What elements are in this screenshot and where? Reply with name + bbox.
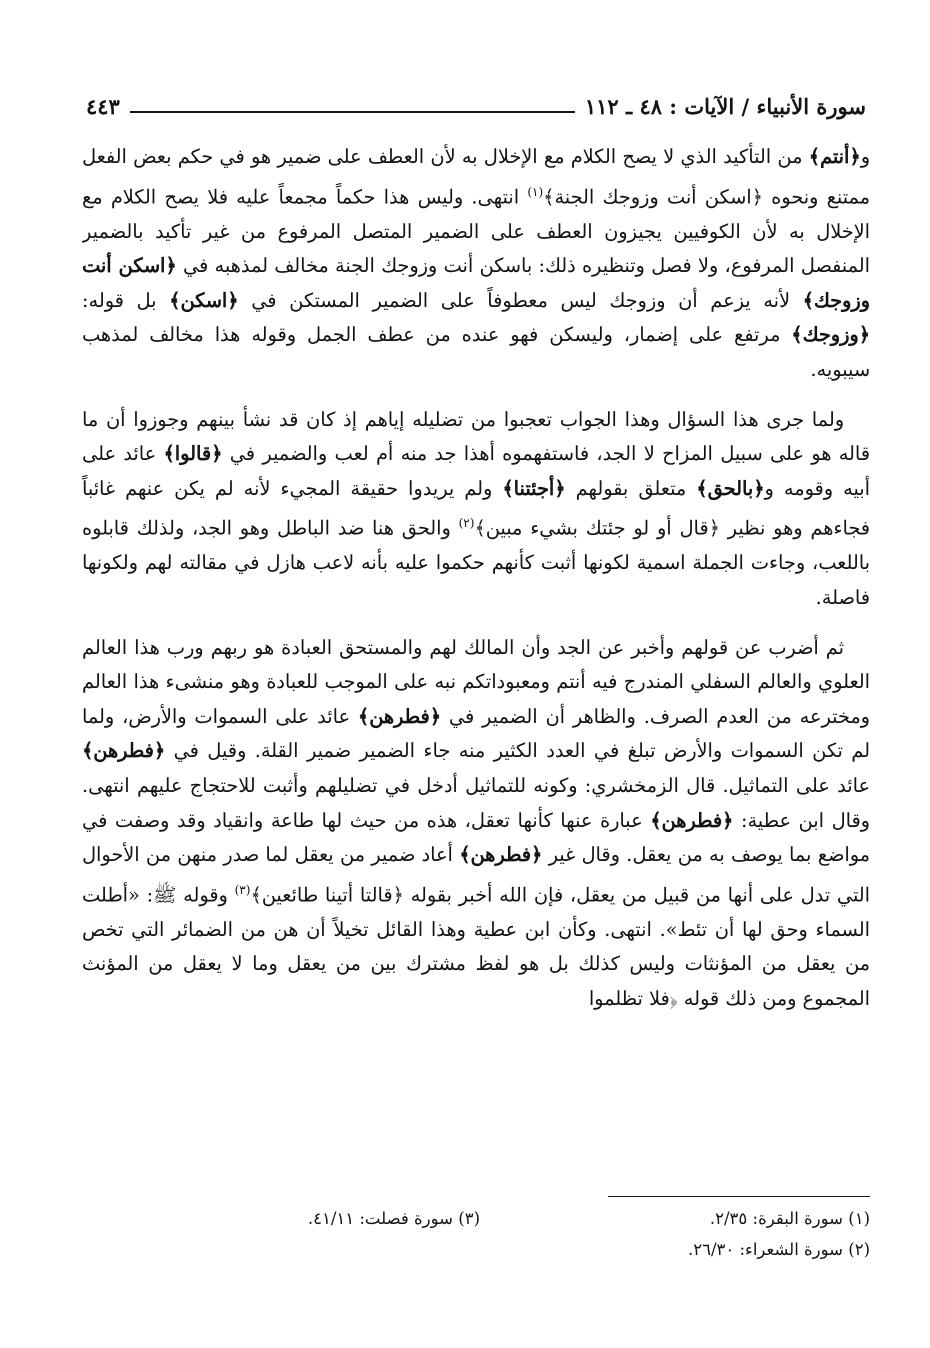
quran-quote: ﴿قالوا﴾ xyxy=(163,442,223,466)
text-run: متعلق بقولهم xyxy=(565,476,697,500)
text-run: أعاد ضمير من يعقل لما صدر منهن من الأحوال التي تدل على أنها من قبيل من يعقل، فإن الله أخبر بقوله ﴿قالتا أتينا طائعين﴾ xyxy=(82,843,870,907)
text-run: والحق هنا ضد الباطل وهو الجد، ولذلك قابلوه باللعب، وجاءت الجملة اسمية لكونها أثبت كأنهم حكموا عليه بأنه لاعب هازل في مقالته لهم ولكونها فاصلة. xyxy=(82,516,870,609)
text-run: وقوله ﷺ: «أطلت السماء وحق لها أن تئط». انتهى. وكأن ابن عطية وهذا القائل تخيلاً أن هن من الضمائر التي تخص من يعقل من المؤنثات وليس كذلك بل هو لفظ مشترك بين من يعقل وما لا يعقل من المؤنث المجموع ومن ذلك قوله ﴿فلا تظلموا xyxy=(82,883,870,1010)
page-header xyxy=(86,86,866,126)
footnote-3: (٣) سورة فصلت: ٤١/١١. xyxy=(307,1209,480,1228)
text-run: ولما جرى هذا السؤال وهذا الجواب تعجبوا من تضليله إياهم إذ كان قد نشأ بينهم وجوزوا أن ما قاله هو على سبيل المزاح لا الجد، فاستفهموه أهذا جد منه أم لعب والضمير في xyxy=(82,407,870,466)
quran-quote: ﴿فطرهن﴾ xyxy=(357,704,442,728)
footnote-row-2 xyxy=(100,1234,870,1265)
text-run: انتهى. وليس هذا حكماً مجمعاً عليه فلا يصح الكلام مع الإخلال به لأن الكوفيين يجيزون العطف على الضمير المتصل المرفوع من غير تأكيد بالضمير المنفصل المرفوع، ولا فصل وتنظيره ذلك: باسكن أنت وزوجك الجنة مخالف لمذهبه في xyxy=(82,185,870,278)
quran-quote: ﴿اسكن أنت وزوجك﴾ xyxy=(82,254,870,312)
main-text xyxy=(82,140,870,1190)
text-run: ثم أضرب عن قولهم وأخبر عن الجد وأن المالك لهم والمستحق العبادة هو ربهم ورب هذا العالم العلوي والعالم السفلي المندرج فيه أنتم ومعبوداتكم نبه على الموجب للعبادة وهو منشىء هذا العالم ومخترعه من العدم الصرف. والظاهر أن الضمير في xyxy=(82,635,870,728)
quran-quote: ﴿فطرهن﴾ xyxy=(650,808,734,832)
text-run: عبارة عنها كأنها تعقل، هذه من حيث لها طاعة وانقياد وقد وصفت في مواضع بما يوصف به من يعقل. وقال غير xyxy=(82,808,870,867)
page-number: ٤٤٣ xyxy=(86,93,120,119)
paragraph-3 xyxy=(82,631,870,1017)
text-run: عائد على التماثيل. قال الزمخشري: وكونه للتماثيل أدخل في تضليلهم وأثبت للاحتجاج عليهم انتهى. وقال ابن عطية: xyxy=(82,773,870,832)
running-title: سورة الأنبياء / الآيات : ٤٨ ـ ١١٢ xyxy=(584,93,866,119)
text-run: مرتفع على إضمار، وليسكن فهو عنده من عطف الجمل وقوله هذا مخالف لمذهب سيبويه. xyxy=(82,323,870,381)
paragraph-2 xyxy=(82,403,870,616)
footnote-1: (١) سورة البقرة: ٢/٣٥. xyxy=(709,1209,870,1228)
quran-quote: ﴿فطرهن﴾ xyxy=(459,843,543,867)
text-run: ولم يريدوا حقيقة المجيء لأنه لم يكن عنهم غائباً فجاءهم وهو نظير ﴿قال أو لو جئتك بشيء مبين﴾ xyxy=(82,476,870,540)
quran-quote: ﴿أنتم﴾ xyxy=(808,145,861,168)
quran-quote: ﴿اسكن﴾ xyxy=(169,288,239,312)
text-run: عائد على أبيه وقومه و xyxy=(82,442,870,500)
footnote-ref: (٢) xyxy=(458,516,475,531)
text-run: بل قوله: xyxy=(82,288,170,312)
quran-quote: ﴿بالحق﴾ xyxy=(696,476,765,500)
quran-quote: ﴿أجئتنا﴾ xyxy=(502,476,566,500)
footnote-ref: (١) xyxy=(527,184,544,199)
text-run: و xyxy=(860,145,870,168)
footnote-rule xyxy=(608,1196,870,1197)
quran-quote: ﴿وزوجك﴾ xyxy=(791,323,870,347)
paragraph-1 xyxy=(82,140,870,388)
footnote-2: (٢) سورة الشعراء: ٢٦/٣٠. xyxy=(687,1240,870,1259)
text-run: لأنه يزعم أن وزوجك ليس معطوفاً على الضمير المستكن في xyxy=(238,288,803,312)
footnote-ref: (٣) xyxy=(234,882,251,897)
text-run: عائد على السموات والأرض، ولما لم تكن السموات والأرض تبلغ في العدد الكثير منه جاء الضمير ضمير القلة. وقيل في xyxy=(82,704,870,763)
footnote-row-1 xyxy=(100,1203,870,1234)
footnotes xyxy=(100,1203,870,1265)
header-rule xyxy=(130,111,575,113)
text-run: من التأكيد الذي لا يصح الكلام مع الإخلال به لأن العطف على ضمير هو في حكم بعض الفعل ممتنع ونحوه ﴿اسكن أنت وزوجك الجنة﴾ xyxy=(82,145,870,209)
quran-quote: ﴿فطرهن﴾ xyxy=(82,739,166,763)
